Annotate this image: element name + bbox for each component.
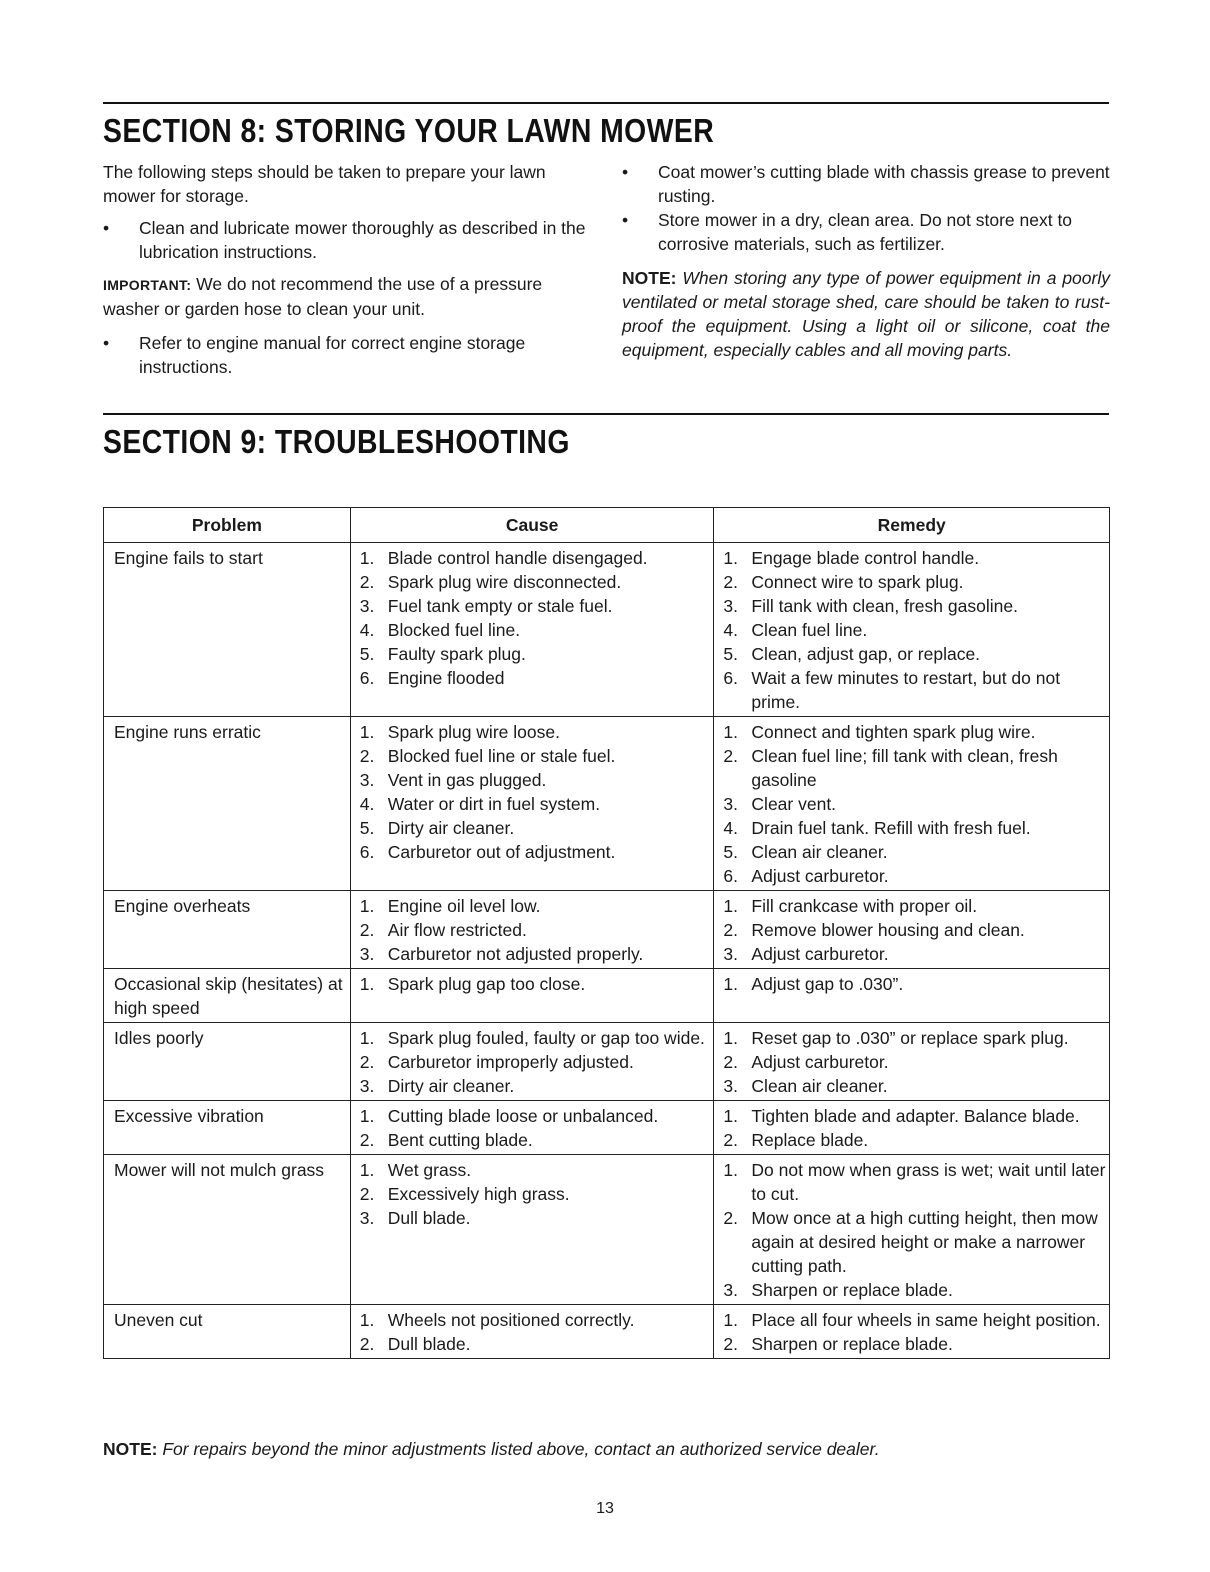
item-text: Engine oil level low. [387, 896, 541, 916]
cause-cell [350, 1155, 714, 1305]
item-text: Wet grass. [387, 1160, 472, 1180]
item-number: 3. [723, 794, 739, 814]
cause-item [351, 594, 714, 618]
remedy-item [714, 1074, 1109, 1098]
item-number: 1. [359, 722, 375, 742]
bullet-text: Store mower in a dry, clean area. Do not store next to corrosive materials, such as fertilizer. [658, 210, 1073, 254]
item-text: Adjust carburetor. [751, 944, 889, 964]
cause-cell [350, 717, 714, 891]
item-text: Place all four wheels in same height position. [751, 1310, 1101, 1330]
item-number: 2. [723, 1130, 739, 1150]
cause-item [351, 666, 714, 690]
item-number: 3. [359, 944, 375, 964]
item-number: 1. [723, 1310, 739, 1330]
page-number: 13 [596, 1500, 614, 1517]
cause-item [351, 1074, 714, 1098]
remedy-item [714, 1206, 1109, 1278]
item-text: Adjust gap to .030”. [751, 974, 904, 994]
cause-item [351, 1332, 714, 1356]
cause-item [351, 942, 714, 966]
cause-cell [350, 1023, 714, 1101]
item-number: 1. [723, 974, 739, 994]
cause-item [351, 972, 714, 996]
item-number: 5. [723, 842, 739, 862]
item-number: 2. [723, 920, 739, 940]
storage-left-column [103, 160, 588, 387]
item-text: Fill tank with clean, fresh gasoline. [751, 596, 1018, 616]
problem-cell: Uneven cut [104, 1305, 351, 1359]
table-row [104, 1101, 1110, 1155]
cause-item [351, 1308, 714, 1332]
item-number: 4. [723, 818, 739, 838]
item-text: Blocked fuel line or stale fuel. [387, 746, 616, 766]
item-number: 6. [359, 668, 375, 688]
item-text: Spark plug gap too close. [387, 974, 586, 994]
item-number: 2. [723, 1334, 739, 1354]
item-number: 2. [359, 920, 375, 940]
item-number: 4. [359, 620, 375, 640]
remedy-item [714, 570, 1109, 594]
item-text: Cutting blade loose or unbalanced. [387, 1106, 659, 1126]
remedy-cell [714, 1155, 1110, 1305]
item-text: Do not mow when grass is wet; wait until later to cut. [751, 1160, 1106, 1204]
cause-item [351, 1128, 714, 1152]
item-number: 6. [723, 668, 739, 688]
remedy-cell [714, 1023, 1110, 1101]
item-number: 5. [359, 818, 375, 838]
item-text: Sharpen or replace blade. [751, 1334, 953, 1354]
item-number: 1. [359, 548, 375, 568]
problem-cell: Engine runs erratic [104, 717, 351, 891]
item-number: 2. [359, 746, 375, 766]
item-number: 3. [723, 1076, 739, 1096]
remedy-item [714, 894, 1109, 918]
item-text: Adjust carburetor. [751, 1052, 889, 1072]
item-number: 3. [359, 770, 375, 790]
item-number: 1. [723, 1028, 739, 1048]
problem-cell: Engine overheats [104, 891, 351, 969]
item-text: Spark plug wire loose. [387, 722, 560, 742]
item-text: Dirty air cleaner. [387, 1076, 515, 1096]
cause-item [351, 1182, 714, 1206]
item-number: 1. [359, 1310, 375, 1330]
item-text: Engage blade control handle. [751, 548, 980, 568]
remedy-item [714, 840, 1109, 864]
remedy-item [714, 918, 1109, 942]
storage-bullet [103, 216, 588, 264]
cause-item [351, 840, 714, 864]
remedy-item [714, 1308, 1109, 1332]
remedy-item [714, 972, 1109, 996]
item-number: 1. [359, 1160, 375, 1180]
remedy-item [714, 1104, 1109, 1128]
item-text: Clear vent. [751, 794, 837, 814]
item-number: 5. [359, 644, 375, 664]
item-text: Drain fuel tank. Refill with fresh fuel. [751, 818, 1031, 838]
problem-cell: Mower will not mulch grass [104, 1155, 351, 1305]
cause-item [351, 720, 714, 744]
remedy-item [714, 546, 1109, 570]
item-number: 1. [723, 1160, 739, 1180]
table-header-row [104, 508, 1110, 543]
remedy-cell [714, 543, 1110, 717]
table-row [104, 543, 1110, 717]
cause-header: Cause [350, 508, 714, 543]
item-text: Clean fuel line; fill tank with clean, fresh gasoline [751, 746, 1058, 790]
section-8-title: SECTION 8: STORING YOUR LAWN MOWER [103, 112, 715, 149]
cause-cell [350, 1305, 714, 1359]
cause-item [351, 768, 714, 792]
item-text: Wheels not positioned correctly. [387, 1310, 635, 1330]
item-text: Vent in gas plugged. [387, 770, 547, 790]
important-label: IMPORTANT: [103, 277, 192, 293]
cause-item [351, 816, 714, 840]
cause-item [351, 546, 714, 570]
item-text: Dull blade. [387, 1334, 471, 1354]
problem-cell: Excessive vibration [104, 1101, 351, 1155]
remedy-cell [714, 969, 1110, 1023]
item-text: Clean air cleaner. [751, 1076, 888, 1096]
note-text: For repairs beyond the minor adjustments listed above, contact an authorized service dealer. [162, 1439, 880, 1459]
cause-cell [350, 1101, 714, 1155]
storage-bullet [622, 208, 1110, 256]
cause-cell [350, 969, 714, 1023]
table-row [104, 1155, 1110, 1305]
item-text: Water or dirt in fuel system. [387, 794, 601, 814]
bullet-icon: • [103, 333, 110, 353]
remedy-item [714, 594, 1109, 618]
item-number: 1. [723, 548, 739, 568]
problem-cell: Engine fails to start [104, 543, 351, 717]
item-text: Blocked fuel line. [387, 620, 521, 640]
remedy-item [714, 1026, 1109, 1050]
remedy-item [714, 942, 1109, 966]
item-number: 5. [723, 644, 739, 664]
item-text: Replace blade. [751, 1130, 869, 1150]
item-text: Wait a few minutes to restart, but do not prime. [751, 668, 1061, 712]
note-text: When storing any type of power equipment in a poorly ventilated or metal storage shed, care should be taken to rust-proof the equipment. Using a light oil or silicone, coat the equipment, especially cables and all moving parts. [622, 268, 1110, 360]
remedy-item [714, 642, 1109, 666]
important-text: We do not recommend the use of a pressure washer or garden hose to clean your unit. [103, 274, 543, 319]
bullet-icon: • [622, 210, 629, 230]
item-number: 1. [359, 974, 375, 994]
problem-cell: Idles poorly [104, 1023, 351, 1101]
item-text: Air flow restricted. [387, 920, 527, 940]
section-9-title: SECTION 9: TROUBLESHOOTING [103, 423, 570, 460]
note-label: NOTE: [103, 1439, 158, 1459]
storage-bullet [103, 331, 588, 379]
problem-cell: Occasional skip (hesitates) at high speed [104, 969, 351, 1023]
item-text: Bent cutting blade. [387, 1130, 533, 1150]
item-number: 4. [723, 620, 739, 640]
remedy-cell [714, 1305, 1110, 1359]
remedy-item [714, 1332, 1109, 1356]
cause-cell [350, 543, 714, 717]
remedy-cell [714, 717, 1110, 891]
remedy-item [714, 864, 1109, 888]
item-number: 2. [359, 1052, 375, 1072]
item-number: 2. [723, 572, 739, 592]
remedy-item [714, 1128, 1109, 1152]
item-text: Connect and tighten spark plug wire. [751, 722, 1036, 742]
item-text: Excessively high grass. [387, 1184, 570, 1204]
important-paragraph [103, 272, 588, 321]
item-number: 2. [723, 1208, 739, 1228]
item-text: Spark plug wire disconnected. [387, 572, 622, 592]
item-text: Remove blower housing and clean. [751, 920, 1025, 940]
cause-item [351, 570, 714, 594]
cause-item [351, 894, 714, 918]
item-number: 3. [723, 596, 739, 616]
item-text: Spark plug fouled, faulty or gap too wide. [387, 1028, 705, 1048]
item-number: 3. [723, 944, 739, 964]
item-text: Dull blade. [387, 1208, 471, 1228]
item-text: Dirty air cleaner. [387, 818, 515, 838]
item-text: Clean fuel line. [751, 620, 868, 640]
item-text: Mow once at a high cutting height, then mow again at desired height or make a narrower cutting path. [751, 1208, 1098, 1276]
item-text: Sharpen or replace blade. [751, 1280, 953, 1300]
bullet-text: Clean and lubricate mower thoroughly as described in the lubrication instructions. [139, 218, 586, 262]
item-number: 3. [359, 1208, 375, 1228]
storage-bullet [622, 160, 1110, 208]
remedy-item [714, 720, 1109, 744]
section-9-top-rule [103, 413, 1109, 415]
cause-item [351, 918, 714, 942]
note-label: NOTE: [622, 268, 677, 288]
bullet-text: Refer to engine manual for correct engine storage instructions. [139, 333, 526, 377]
item-text: Connect wire to spark plug. [751, 572, 964, 592]
item-number: 6. [723, 866, 739, 886]
remedy-header: Remedy [714, 508, 1110, 543]
item-text: Faulty spark plug. [387, 644, 526, 664]
item-number: 2. [723, 746, 739, 766]
item-number: 1. [723, 1106, 739, 1126]
table-row [104, 969, 1110, 1023]
item-text: Blade control handle disengaged. [387, 548, 648, 568]
troubleshooting-table-body [104, 543, 1110, 1359]
problem-header: Problem [104, 508, 351, 543]
item-text: Carburetor not adjusted properly. [387, 944, 644, 964]
storage-note [622, 266, 1110, 362]
bullet-text: Coat mower’s cutting blade with chassis grease to prevent rusting. [658, 162, 1110, 206]
item-number: 4. [359, 794, 375, 814]
item-text: Clean air cleaner. [751, 842, 888, 862]
item-number: 1. [723, 896, 739, 916]
remedy-item [714, 1278, 1109, 1302]
remedy-cell [714, 891, 1110, 969]
item-number: 2. [359, 1184, 375, 1204]
remedy-item [714, 618, 1109, 642]
item-number: 3. [359, 1076, 375, 1096]
bullet-icon: • [622, 162, 629, 182]
table-row [104, 717, 1110, 891]
item-number: 1. [359, 896, 375, 916]
cause-item [351, 1206, 714, 1230]
item-text: Reset gap to .030” or replace spark plug. [751, 1028, 1069, 1048]
item-text: Carburetor out of adjustment. [387, 842, 616, 862]
item-number: 2. [359, 1130, 375, 1150]
item-number: 2. [359, 1334, 375, 1354]
remedy-cell [714, 1101, 1110, 1155]
item-number: 1. [359, 1106, 375, 1126]
section-8-top-rule [103, 102, 1109, 104]
cause-item [351, 1050, 714, 1074]
cause-item [351, 1158, 714, 1182]
item-text: Engine flooded [387, 668, 505, 688]
item-text: Tighten blade and adapter. Balance blade. [751, 1106, 1080, 1126]
table-row [104, 1023, 1110, 1101]
repair-note [103, 1437, 880, 1461]
troubleshooting-table [103, 507, 1110, 1359]
table-row [104, 891, 1110, 969]
item-text: Fuel tank empty or stale fuel. [387, 596, 613, 616]
cause-cell [350, 891, 714, 969]
item-number: 3. [359, 596, 375, 616]
item-number: 6. [359, 842, 375, 862]
item-number: 1. [723, 722, 739, 742]
item-number: 3. [723, 1280, 739, 1300]
remedy-item [714, 1158, 1109, 1206]
item-number: 2. [359, 572, 375, 592]
storage-right-column [622, 160, 1110, 370]
storage-intro: The following steps should be taken to prepare your lawn mower for storage. [103, 162, 546, 206]
cause-item [351, 792, 714, 816]
cause-item [351, 744, 714, 768]
item-text: Fill crankcase with proper oil. [751, 896, 978, 916]
cause-item [351, 1026, 714, 1050]
item-text: Clean, adjust gap, or replace. [751, 644, 981, 664]
item-number: 1. [359, 1028, 375, 1048]
remedy-item [714, 816, 1109, 840]
cause-item [351, 1104, 714, 1128]
remedy-item [714, 792, 1109, 816]
remedy-item [714, 744, 1109, 792]
table-row [104, 1305, 1110, 1359]
item-text: Carburetor improperly adjusted. [387, 1052, 634, 1072]
item-number: 2. [723, 1052, 739, 1072]
bullet-icon: • [103, 218, 110, 238]
remedy-item [714, 666, 1109, 714]
cause-item [351, 618, 714, 642]
item-text: Adjust carburetor. [751, 866, 889, 886]
cause-item [351, 642, 714, 666]
remedy-item [714, 1050, 1109, 1074]
